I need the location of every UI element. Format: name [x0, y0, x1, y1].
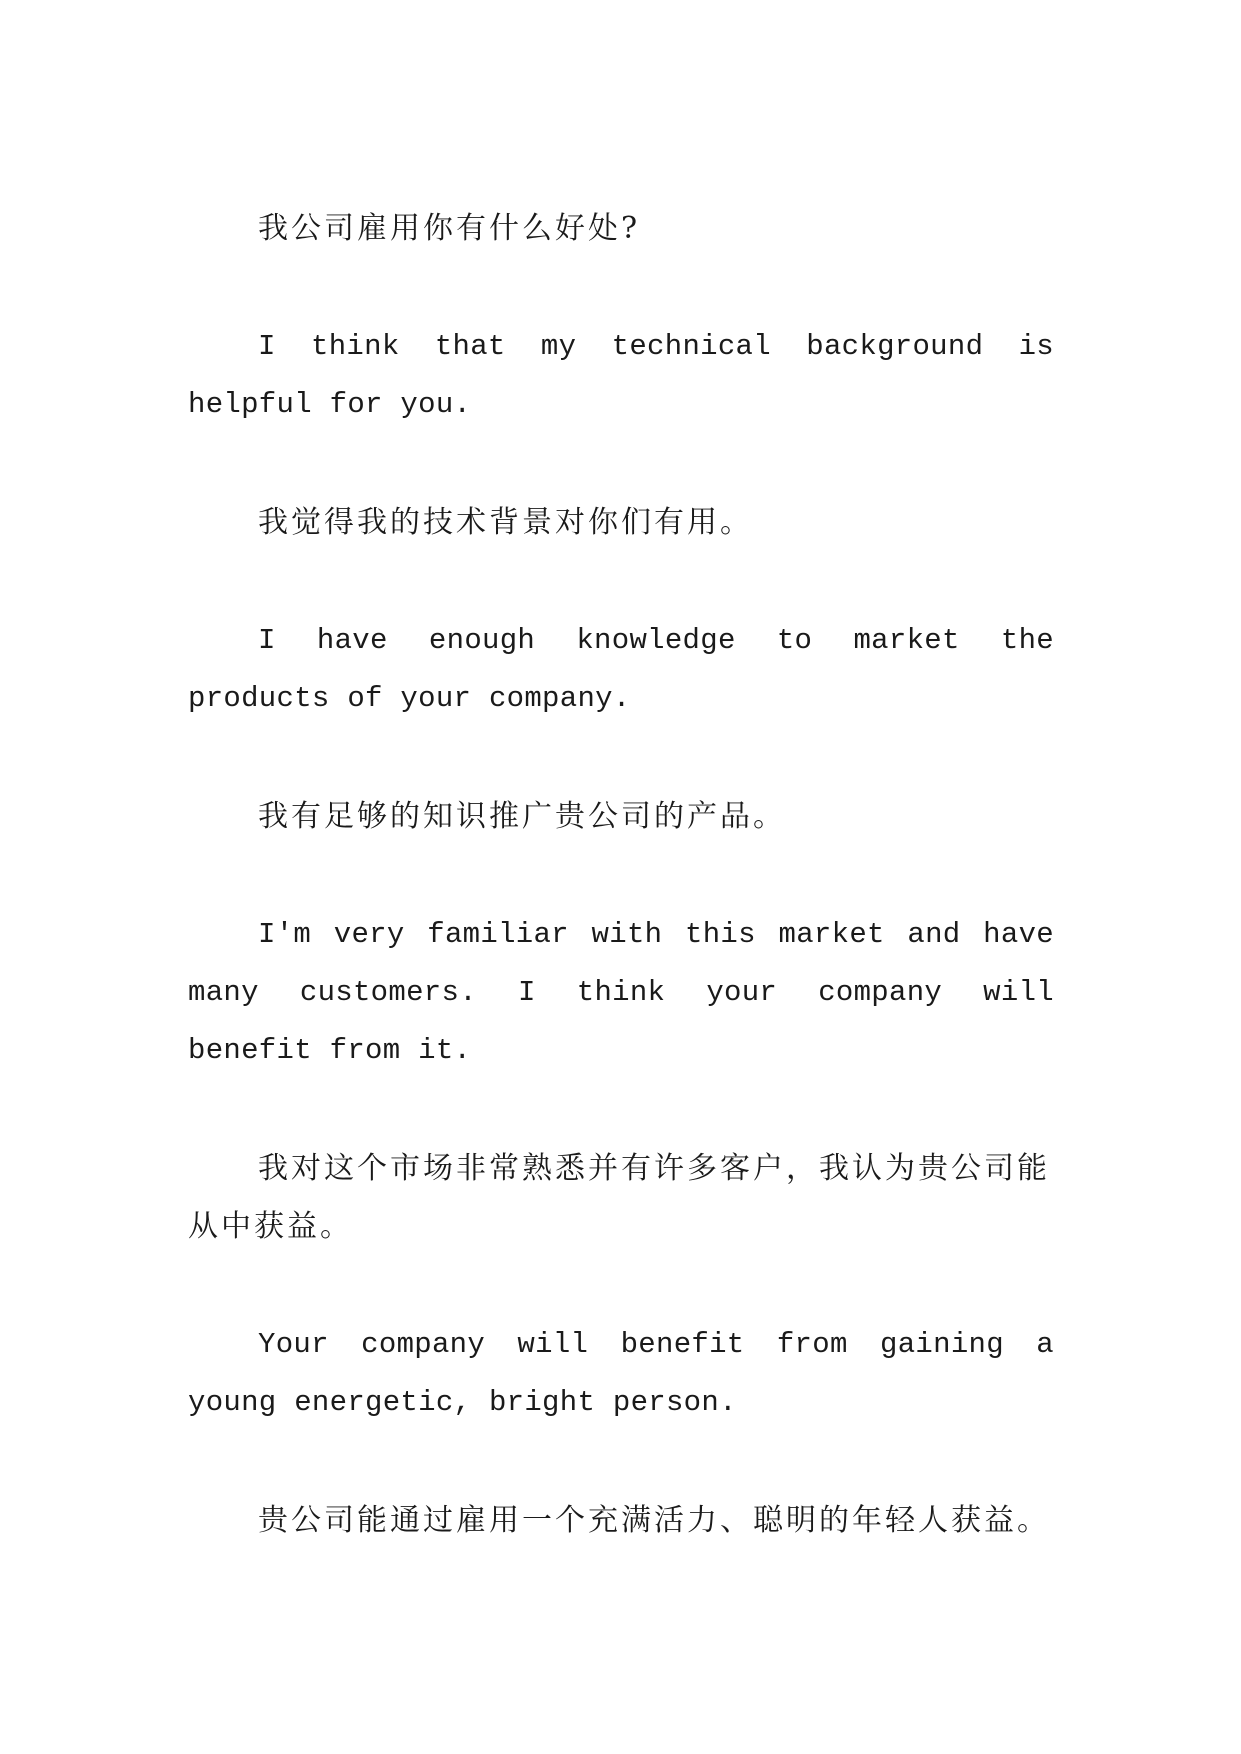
- paragraph-answer-1-zh: 我觉得我的技术背景对你们有用。: [258, 505, 753, 540]
- paragraph-answer-1-en: I think that my technical background is helpful for you.: [188, 330, 1054, 421]
- document-body: [188, 200, 1054, 1550]
- paragraph-question-zh: 我公司雇用你有什么好处?: [258, 211, 641, 246]
- paragraph-answer-3-en: I'm very familiar with this market and have many customers. I think your company will benefit from it.: [188, 918, 1054, 1067]
- paragraph-answer-2-zh: 我有足够的知识推广贵公司的产品。: [258, 799, 786, 834]
- paragraph-answer-3-zh: 我对这个市场非常熟悉并有许多客户，我认为贵公司能从中获益。: [188, 1151, 1050, 1244]
- paragraph-answer-2-en: I have enough knowledge to market the products of your company.: [188, 624, 1054, 715]
- paragraph-answer-4-zh: 贵公司能通过雇用一个充满活力、聪明的年轻人获益。: [258, 1503, 1050, 1538]
- paragraph-answer-4-en: Your company will benefit from gaining a young energetic, bright person.: [188, 1328, 1054, 1419]
